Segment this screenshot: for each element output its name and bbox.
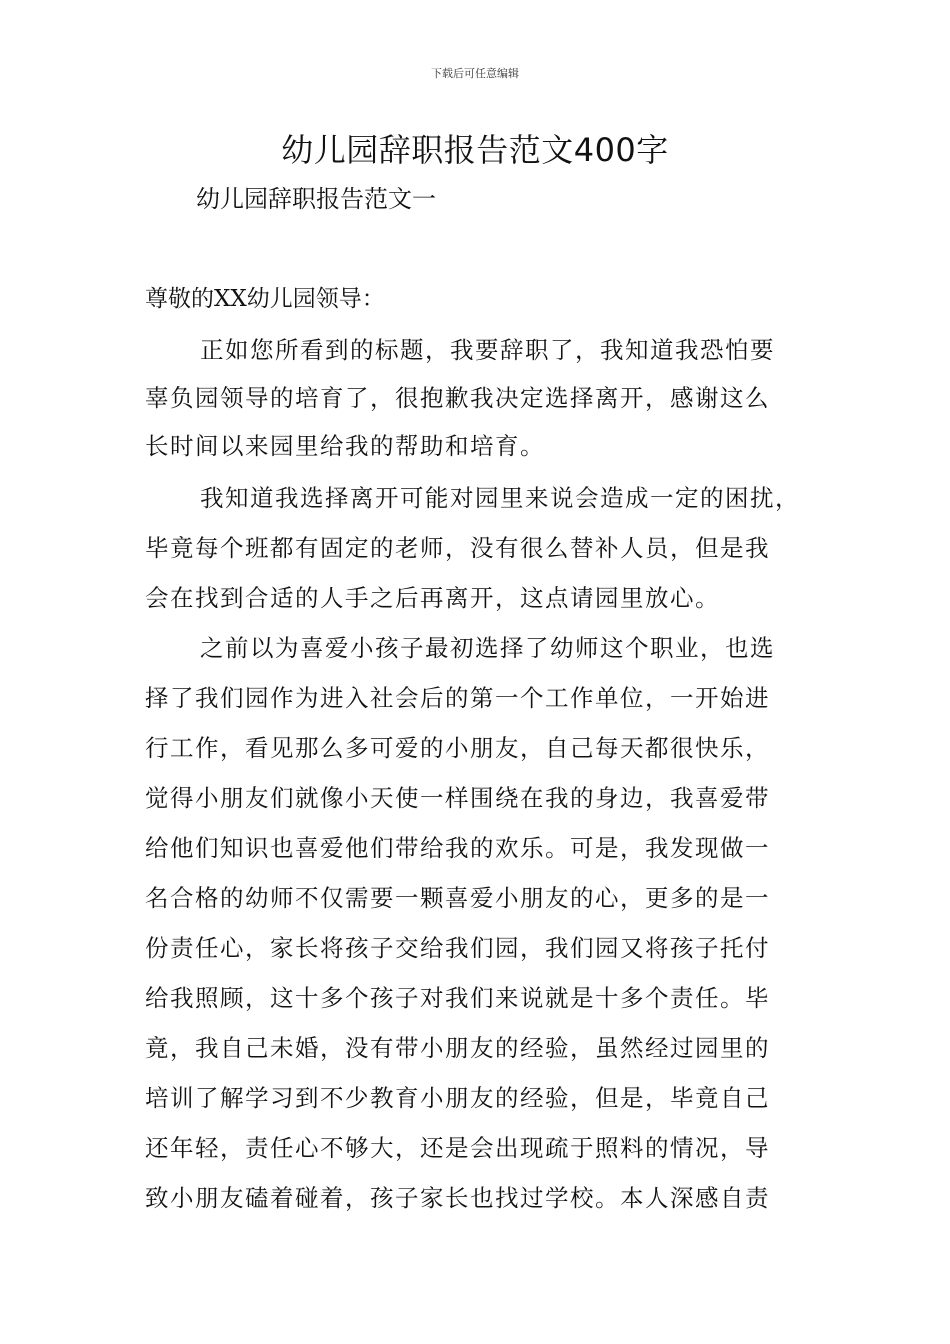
body-line: 毕竟每个班都有固定的老师，没有很么替补人员，但是我: [145, 534, 770, 562]
body-line: 觉得小朋友们就像小天使一样围绕在我的身边，我喜爱带: [145, 784, 770, 812]
body-line: 我知道我选择离开可能对园里来说会造成一定的困扰，: [200, 484, 800, 512]
body-line: 份责任心，家长将孩子交给我们园，我们园又将孩子托付: [145, 934, 770, 962]
document-title: 幼儿园辞职报告范文400字: [281, 131, 669, 169]
body-line: 名合格的幼师不仅需要一颗喜爱小朋友的心，更多的是一: [145, 884, 770, 912]
body-line: 培训了解学习到不少教育小朋友的经验，但是，毕竟自己: [145, 1084, 770, 1112]
header-note: 下载后可任意编辑: [431, 67, 519, 80]
body-line: 之前以为喜爱小孩子最初选择了幼师这个职业，也选: [200, 634, 775, 662]
body-line: 择了我们园作为进入社会后的第一个工作单位，一开始进: [145, 684, 770, 712]
body-line: 辜负园领导的培育了，很抱歉我决定选择离开，感谢这么: [145, 384, 770, 412]
body-line: 长时间以来园里给我的帮助和培育。: [145, 432, 545, 460]
body-line: 会在找到合适的人手之后再离开，这点请园里放心。: [145, 584, 720, 612]
body-line: 还年轻，责任心不够大，还是会出现疏于照料的情况，导: [145, 1134, 770, 1162]
body-line: 正如您所看到的标题，我要辞职了，我知道我恐怕要: [200, 336, 775, 364]
document-subtitle: 幼儿园辞职报告范文一: [196, 185, 436, 213]
body-line: 给我照顾，这十多个孩子对我们来说就是十多个责任。毕: [145, 984, 770, 1012]
body-line: 行工作，看见那么多可爱的小朋友，自己每天都很快乐，: [145, 734, 770, 762]
salutation: 尊敬的XX幼儿园领导：: [145, 286, 385, 312]
body-line: 竟，我自己未婚，没有带小朋友的经验，虽然经过园里的: [145, 1034, 770, 1062]
body-line: 致小朋友磕着碰着，孩子家长也找过学校。本人深感自责: [145, 1184, 770, 1212]
body-line: 给他们知识也喜爱他们带给我的欢乐。可是，我发现做一: [145, 834, 770, 862]
